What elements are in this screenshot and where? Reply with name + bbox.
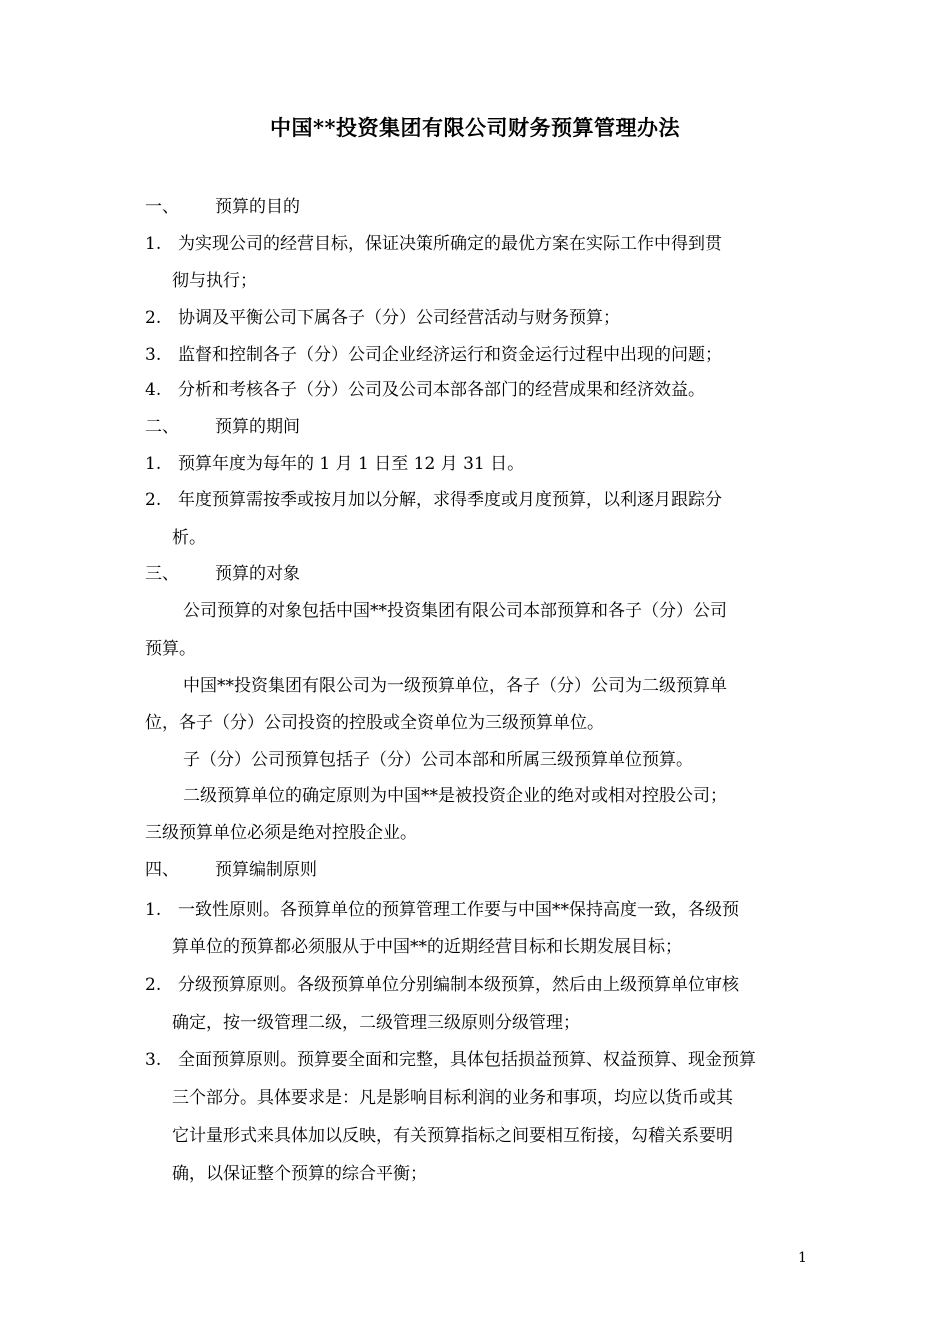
- section-number: 四、: [145, 860, 179, 880]
- item-text: 三个部分。具体要求是：凡是影响目标利润的业务和事项，均应以货币或其: [172, 1088, 733, 1108]
- section-title: 预算的期间: [215, 417, 300, 437]
- section-title: 预算的目的: [215, 197, 300, 217]
- paragraph-text: 子（分）公司预算包括子（分）公司本部和所属三级预算单位预算。: [183, 750, 693, 770]
- item-text: 算单位的预算都必须服从于中国**的近期经营目标和长期发展目标；: [172, 937, 682, 957]
- item-text: 它计量形式来具体加以反映，有关预算指标之间要相互衔接，勾稽关系要明: [172, 1126, 733, 1146]
- item-number: 1.: [145, 234, 162, 254]
- section-number: 二、: [145, 417, 179, 437]
- item-text: 确，以保证整个预算的综合平衡；: [172, 1164, 427, 1184]
- item-number: 2.: [145, 490, 162, 510]
- item-number: 3.: [145, 345, 162, 365]
- item-text: 预算年度为每年的 1 月 1 日至 12 月 31 日。: [178, 454, 525, 474]
- section-title: 预算编制原则: [215, 860, 317, 880]
- item-text: 一致性原则。各预算单位的预算管理工作要与中国**保持高度一致，各级预: [178, 900, 739, 920]
- item-number: 1.: [145, 454, 162, 474]
- item-text: 分级预算原则。各级预算单位分别编制本级预算，然后由上级预算单位审核: [178, 975, 739, 995]
- item-number: 3.: [145, 1050, 162, 1070]
- section-number: 三、: [145, 564, 179, 584]
- page-number: 1: [798, 1250, 807, 1266]
- item-text: 为实现公司的经营目标，保证决策所确定的最优方案在实际工作中得到贯: [178, 234, 722, 254]
- paragraph-text: 预算。: [145, 639, 196, 659]
- item-text: 年度预算需按季或按月加以分解，求得季度或月度预算，以利逐月跟踪分: [178, 490, 722, 510]
- item-text: 协调及平衡公司下属各子（分）公司经营活动与财务预算；: [178, 308, 620, 328]
- item-number: 4.: [145, 380, 162, 400]
- item-text: 全面预算原则。预算要全面和完整，具体包括损益预算、权益预算、现金预算: [178, 1050, 756, 1070]
- paragraph-text: 位，各子（分）公司投资的控股或全资单位为三级预算单位。: [145, 713, 604, 733]
- document-title: 中国**投资集团有限公司财务预算管理办法: [270, 115, 680, 140]
- item-number: 2.: [145, 975, 162, 995]
- item-text: 分析和考核各子（分）公司及公司本部各部门的经营成果和经济效益。: [178, 380, 705, 400]
- section-number: 一、: [145, 197, 179, 217]
- item-text: 析。: [172, 528, 206, 548]
- item-number: 1.: [145, 900, 162, 920]
- paragraph-text: 中国**投资集团有限公司为一级预算单位，各子（分）公司为二级预算单: [183, 676, 727, 696]
- section-title: 预算的对象: [215, 564, 300, 584]
- item-number: 2.: [145, 308, 162, 328]
- paragraph-text: 公司预算的对象包括中国**投资集团有限公司本部预算和各子（分）公司: [183, 601, 727, 621]
- paragraph-text: 二级预算单位的确定原则为中国**是被投资企业的绝对或相对控股公司；: [183, 786, 727, 806]
- item-text: 确定，按一级管理二级，二级管理三级原则分级管理；: [172, 1013, 580, 1033]
- item-text: 监督和控制各子（分）公司企业经济运行和资金运行过程中出现的问题；: [178, 345, 722, 365]
- item-text: 彻与执行；: [172, 271, 257, 291]
- paragraph-text: 三级预算单位必须是绝对控股企业。: [145, 823, 417, 843]
